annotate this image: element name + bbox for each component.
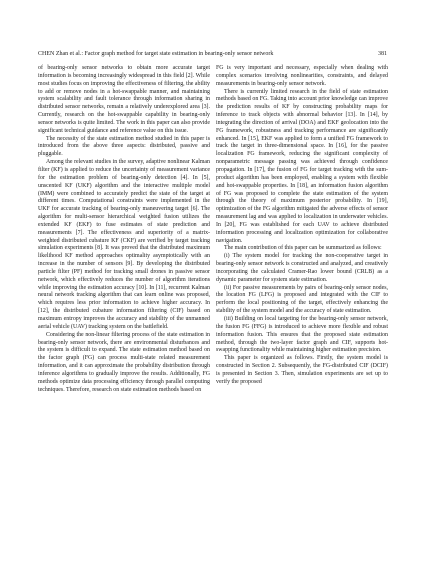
paragraph: The necessity of the state estimation method studied in this paper is introduced from the above three aspects: distributed, passive and pluggable. bbox=[38, 135, 210, 158]
running-title: CHEN Zhan et al.: Factor graph method for target state estimation in bearing-only sensor network bbox=[38, 51, 274, 57]
page-number: 381 bbox=[378, 51, 387, 57]
paragraph: This paper is organized as follows. Firstly, the system model is constructed in Section 2. Subsequently, the FG-distributed CIF (DCIF) is presented in Section 3. Then, simulation experiments are set up to verify the proposed bbox=[216, 355, 388, 385]
paragraph: (iii) Building on local targeting for the bearing-only sensor network, the fusion FG (FFG) is introduced to achieve more flexible and robust information fusion. This ensures that the proposed state estimation method, through the two-layer factor graph and CIF, supports hot-swapping functionality while maintaining higher estimation precision. bbox=[216, 316, 388, 354]
paragraph: of bearing-only sensor networks to obtain more accurate target information is becoming increasingly widespread in this field [2]. While most studies focus on improving the effectiveness of filtering, the ability to add or remove nodes in a hot-swappable manner, and maintaining system scalability and fault tolerance through information sharing in distributed sensor networks, remain a relatively underexplored area [3]. Currently, research on the hot-swappable capability in bearing-only sensor networks is quite limited. The work in this paper can also provide significant technical guidance and reference value on this issue. bbox=[38, 65, 210, 134]
running-header bbox=[38, 50, 387, 59]
paragraph: (ii) For passive measurements by pairs of bearing-only sensor nodes, the location FG (LFG) is proposed and integrated with the CIF to perform the local positioning of the target, effectively enhancing the stability of the system model and the accuracy of state estimation. bbox=[216, 284, 388, 315]
paragraph: (i) The system model for tracking the non-cooperative target in bearing-only sensor network is constructed and analyzed, and creatively incorporating the calculated Cramer-Rao lower bound (CRLB) as a dynamic parameter for system state estimation. bbox=[216, 253, 388, 283]
paragraph: There is currently limited research in the field of state estimation methods based on FG. Taking into account prior knowledge can improve the prediction results of KF by constructing probability maps for inference to track objects with abnormal behavior [13]. In [14], by integrating the direction of arrival (DOA) and EKF geolocation into the FG framework, robustness and tracking performance are significantly enhanced. In [15], EKF was applied to form a unified FG framework to track the target in three-dimensional space. In [16], for the passive localization FG framework, reducing the significant complexity of nonparametric message passing was achieved through confidence propagation. In [17], the fusion of FG for target tracking with the sum-product algorithm has been employed, enabling a system with flexible and hot-swappable properties. In [18], an information fusion algorithm of FG was proposed to complete the state estimation of the system through the theory of maximum posterior probability. In [19], optimization of the FG algorithm mitigated the adverse effects of sensor measurement lag and was applied to localization in underwater vehicles. In [20], FG was established for each UAV to achieve distributed information processing and localization optimization for collaborative navigation. bbox=[216, 88, 388, 244]
paragraph: FG is very important and necessary, especially when dealing with complex scenarios involving nonlinearities, constraints, and delayed measurements in bearing-only sensor network. bbox=[216, 65, 388, 87]
paragraph: Considering the non-linear filtering process of the state estimation in bearing-only sensor network, there are environmental disturbances and the system is difficult to expand. The state estimation method based on the factor graph (FG) can process multi-state related measurement information, and it can approximate the probability distribution through inference algorithms to gradually improve the results. Additionally, FG methods optimize data processing efficiency through parallel computing techniques. Therefore, research on state estimation methods based on bbox=[38, 331, 210, 393]
paragraph: Among the relevant studies in the survey, adaptive nonlinear Kalman filter (KF) is applied to reduce the uncertainty of measurement variance for the estimation problem of bearing-only detection [4]. In [5], unscented KF (UKF) algorithm and the interactive multiple model (IMM) were combined to accurately predict the state of the target at different times. Computational constraints were implemented in the UKF for accurate tracking of bearing-only maneuvering target [6]. The algorithm for multi-sensor hierarchical weighted fusion utilizes the extended KF (EKF) to fuse estimates of state prediction and measurements [7]. The effectiveness and superiority of a matrix-weighted distributed cubature KF (CKF) are verified by target tracking simulation experiments [8]. It was proved that the distributed maximum likelihood KF method approaches optimality asymptotically with an increase in the number of sensors [9]. By developing the distributed particle filter (PF) method for tracking small drones in passive sensor network, which effectively reduces the number of algorithm iterations while improving the estimation accuracy [10]. In [11], recurrent Kalman neural network tracking algorithm that can learn online was proposed, which requires less prior information to achieve higher accuracy. In [12], the distributed cubature information filtering (CIF) based on maximum entropy improves the accuracy and stability of the unmanned aerial vehicle (UAV) tracking system on the battlefield. bbox=[38, 159, 210, 330]
paragraph: The main contribution of this paper can be summarized as follows: bbox=[224, 245, 382, 252]
right-column bbox=[216, 65, 388, 387]
left-column bbox=[38, 65, 210, 394]
